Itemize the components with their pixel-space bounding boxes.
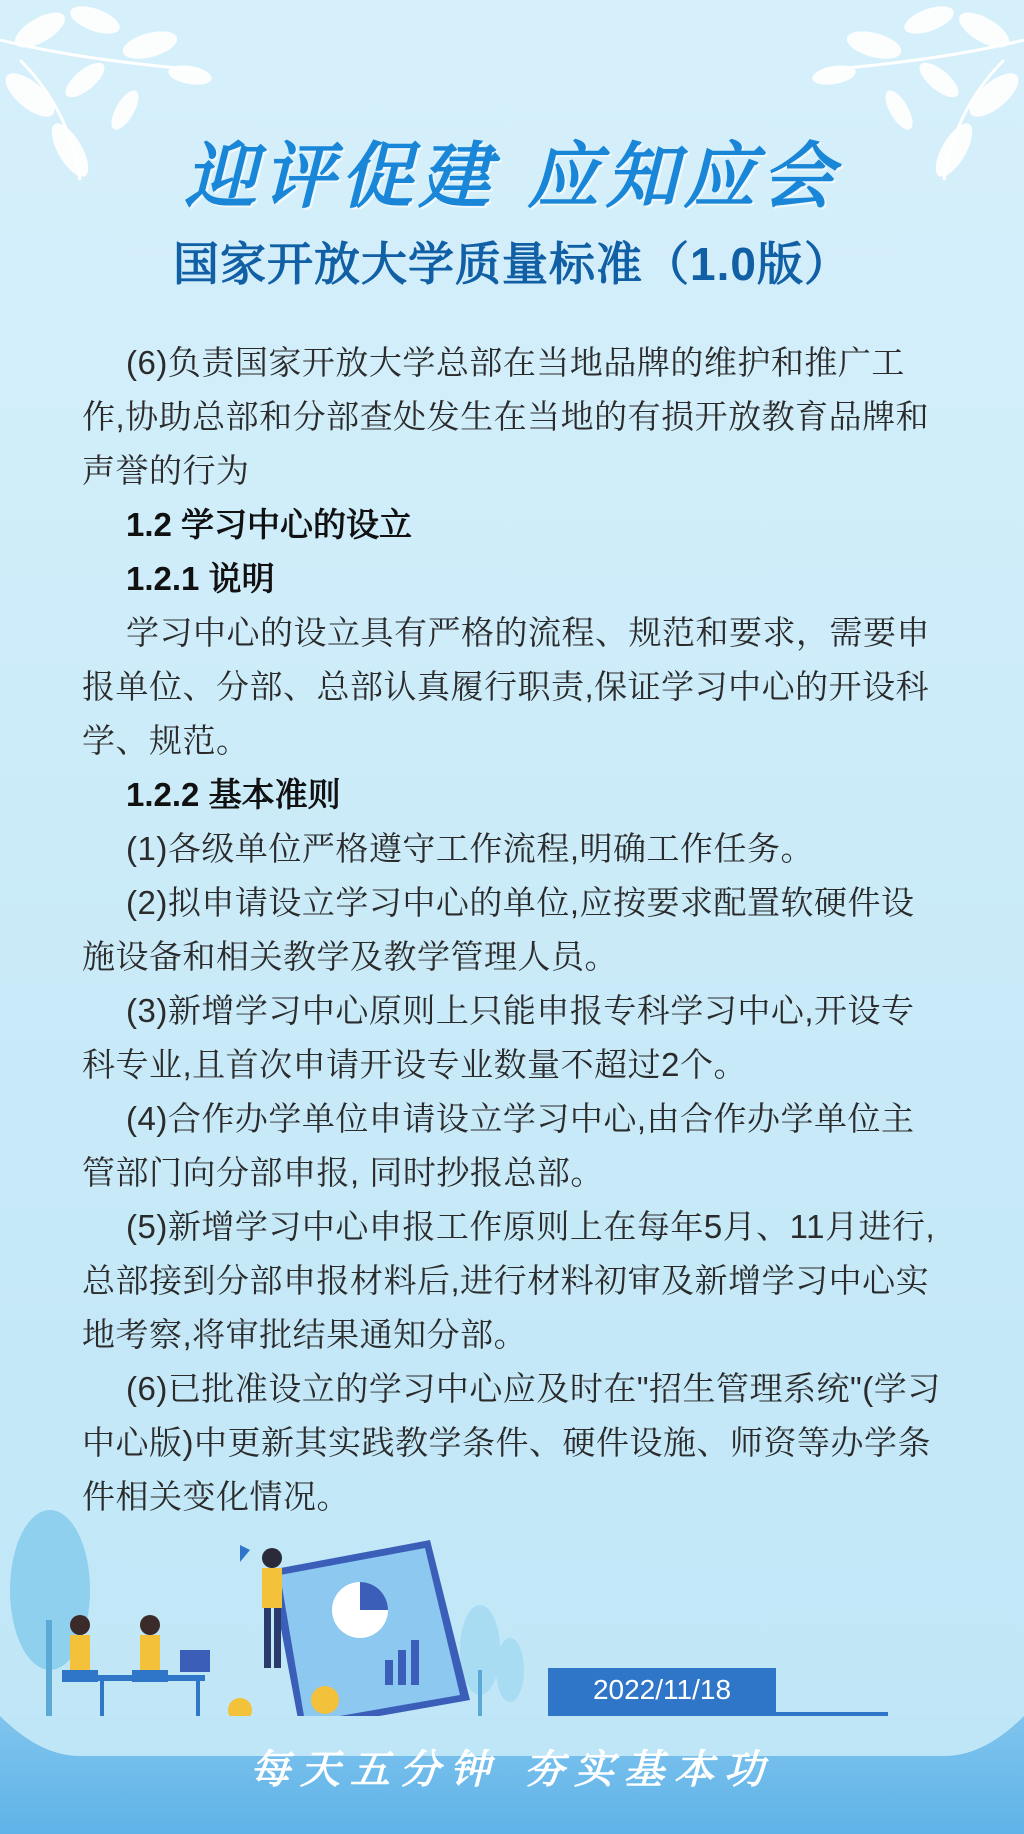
section-heading: 1.2 学习中心的设立 <box>126 506 413 543</box>
page-subtitle: 国家开放大学质量标准（1.0版） <box>173 238 851 290</box>
section-heading: 1.2.2 基本准则 <box>126 776 341 813</box>
paragraph: (5)新增学习中心申报工作原则上在每年5月、11月进行,总部接到分部申报材料后,进行材料初审及新增学习中心实地考察,将审批结果通知分部。 <box>82 1208 936 1353</box>
section-heading: 1.2.1 说明 <box>126 560 275 597</box>
footer-slogan: 每天五分钟 夯实基本功 <box>250 1746 774 1793</box>
page-title: 迎评促建 应知应会 <box>184 133 840 218</box>
paragraph: (6)负责国家开放大学总部在当地品牌的维护和推广工作,协助总部和分部查处发生在当地的有损开放教育品牌和声誉的行为 <box>82 344 930 489</box>
paragraph: (2)拟申请设立学习中心的单位,应按要求配置软硬件设施设备和相关教学及教学管理人员。 <box>82 884 915 975</box>
article-body <box>82 336 944 1524</box>
paragraph: (1)各级单位严格遵守工作流程,明确工作任务。 <box>126 830 814 867</box>
paragraph: (4)合作办学单位申请设立学习中心,由合作办学单位主管部门向分部申报, 同时抄报总部。 <box>82 1100 915 1191</box>
paragraph: 学习中心的设立具有严格的流程、规范和要求，需要申报单位、分部、总部认真履行职责,保证学习中心的开设科学、规范。 <box>82 614 930 759</box>
paragraph: (6)已批准设立的学习中心应及时在"招生管理系统"(学习中心版)中更新其实践教学条件、硬件设施、师资等办学条件相关变化情况。 <box>82 1370 941 1515</box>
date-badge: 2022/11/18 <box>548 1668 776 1712</box>
paragraph: (3)新增学习中心原则上只能申报专科学习中心,开设专科专业,且首次申请开设专业数量不超过2个。 <box>82 992 915 1083</box>
